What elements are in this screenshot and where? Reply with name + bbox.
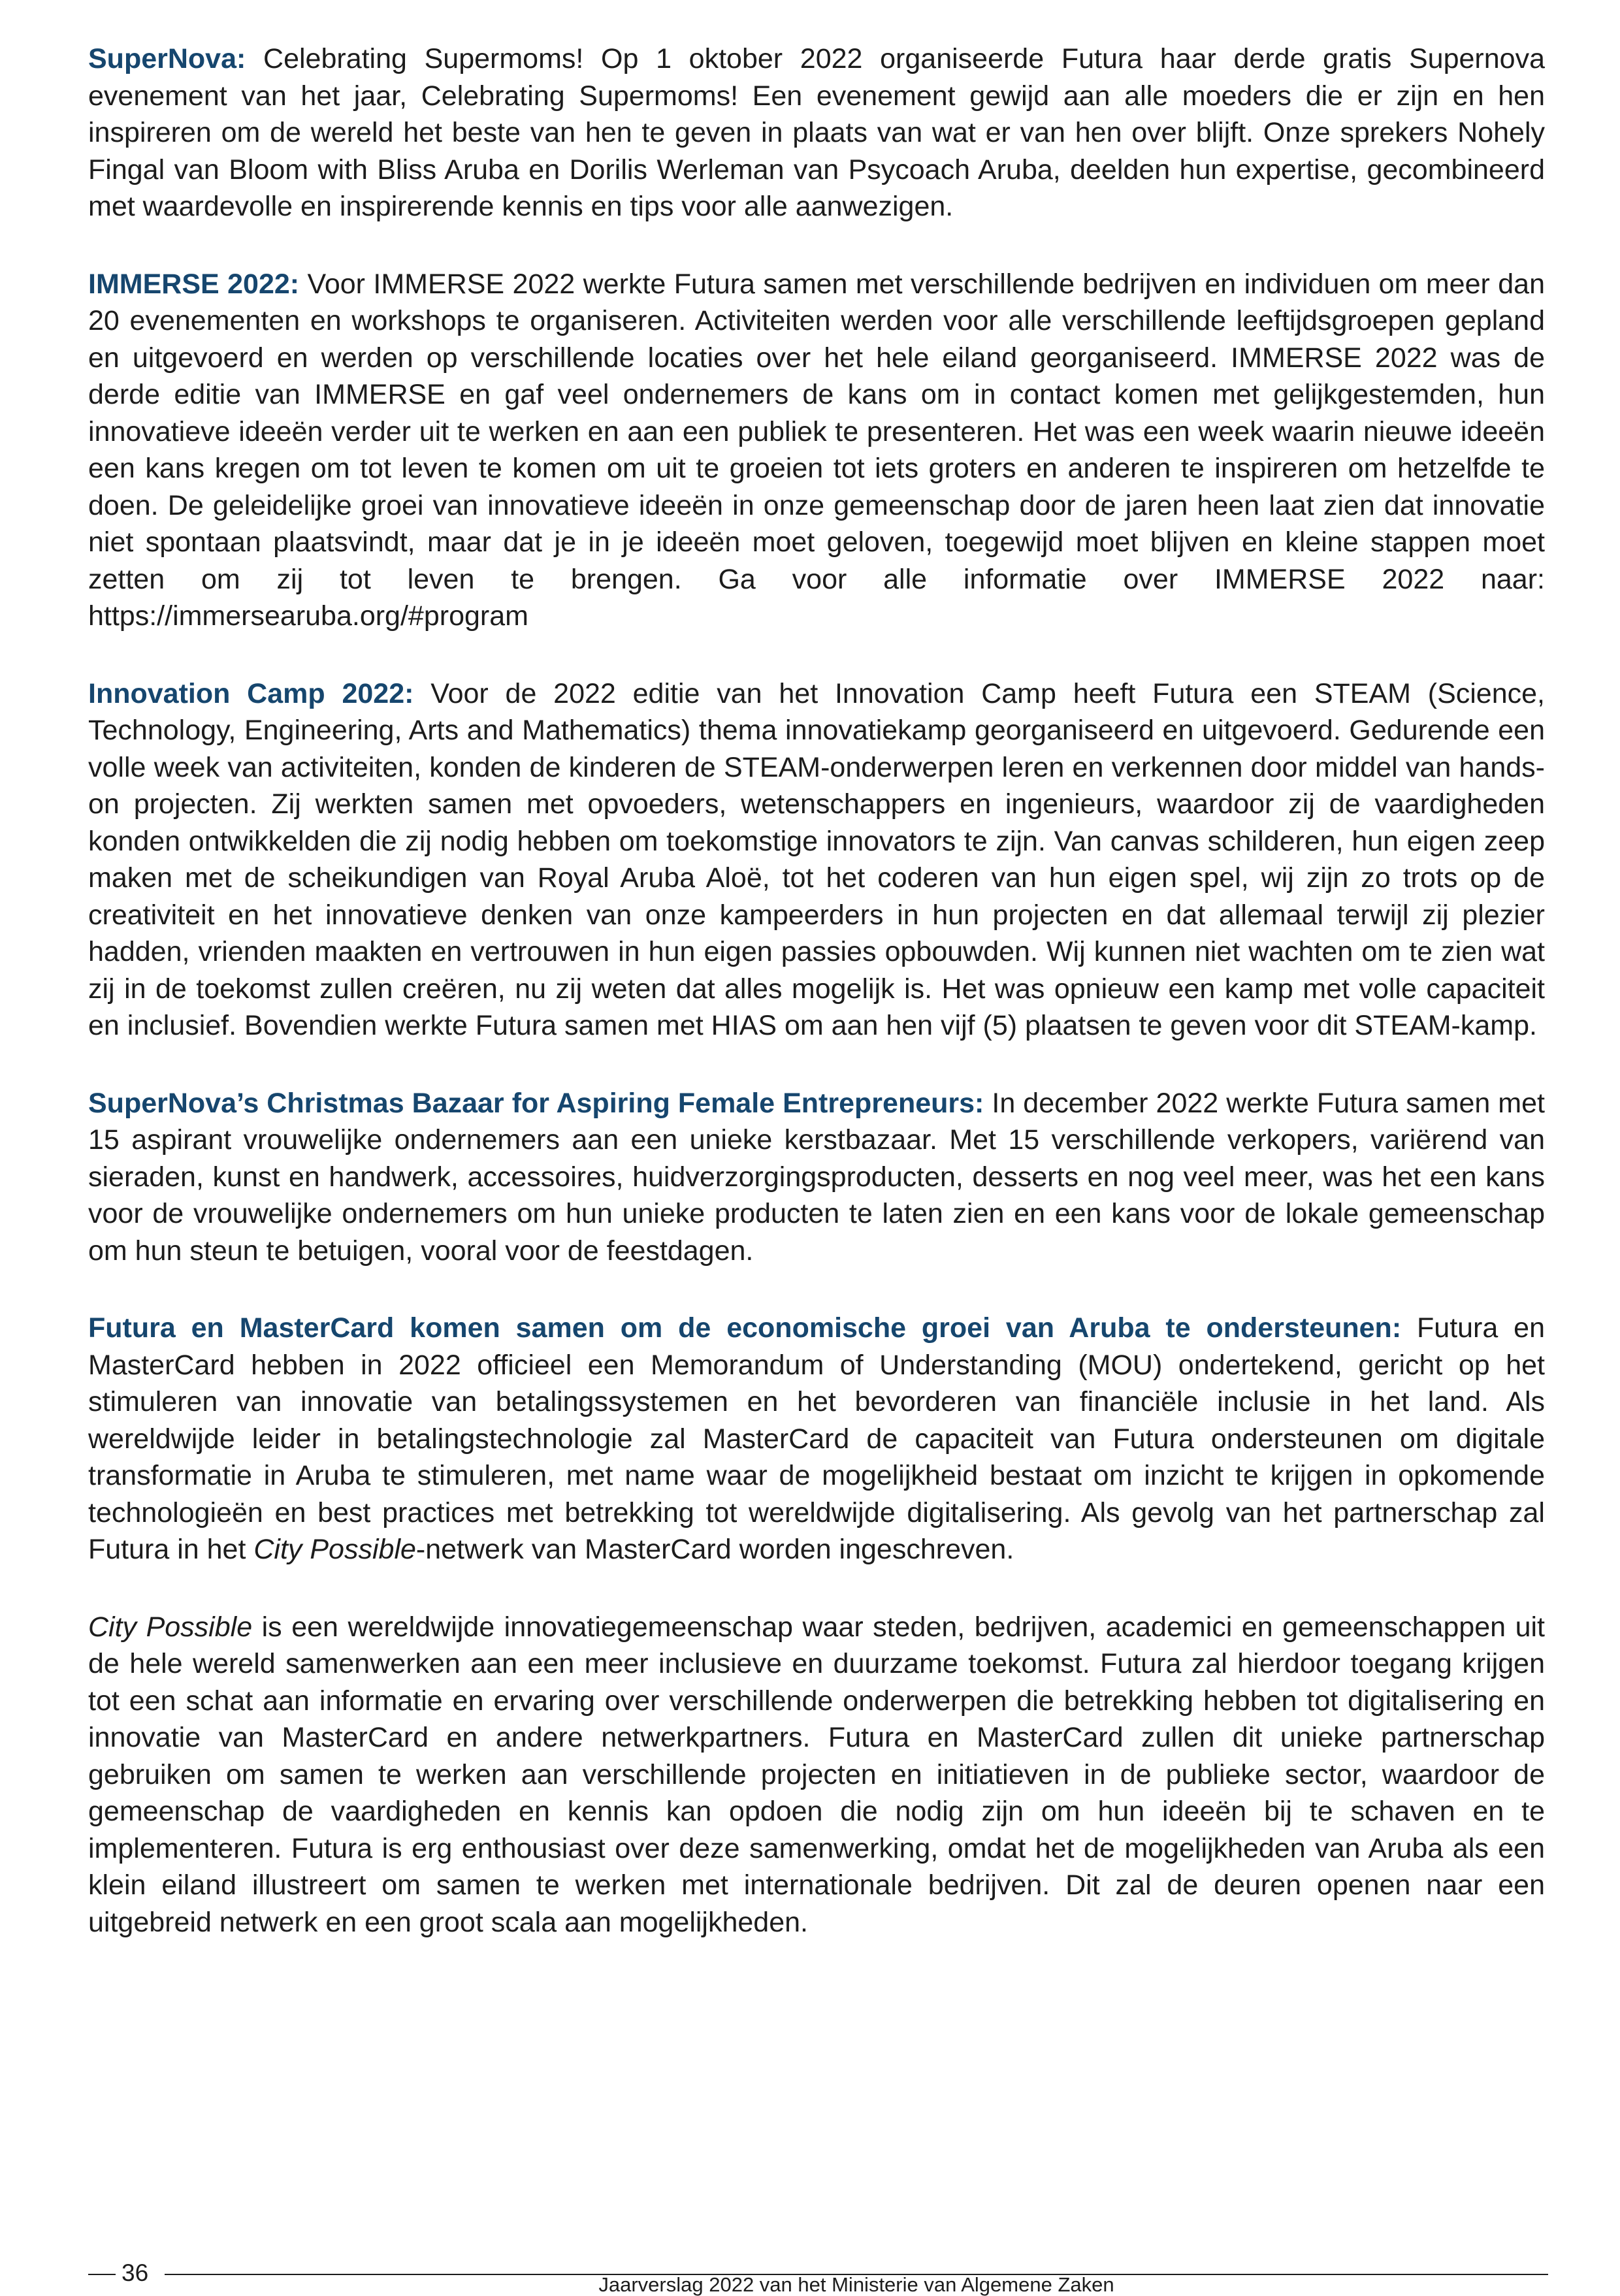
text-city-possible: is een wereldwijde innovatiegemeenschap waar steden, bedrijven, academici en gemeenschappen uit de hele wereld samenwerken aan een meer inclusieve en duurzame toekomst. Futura zal hierdoor toegang krijgen tot een schat aan informatie en ervaring over verschillende onderwerpen die betrekking hebben tot digitalisering en innovatie van MasterCard en andere netwerkpartners. Futura en MasterCard zullen dit unieke partnerschap gebruiken om samen te werken aan verschillende projecten en initiatieven in de publieke sector, waardoor de gemeenschap de vaardigheden en kennis kan opdoen die nodig zijn om hun ideeën bij te schaven en te implementeren. Futura is erg enthousiast over deze samenwerking, omdat het de mogelijkheden van Aruba als een klein eiland illustreert om samen te werken met internationale bedrijven. Dit zal de deuren openen naar een uitgebreid netwerk en een groot scala aan mogelijkheden.: [88, 1611, 1545, 1938]
heading-immerse: IMMERSE 2022:: [88, 268, 300, 300]
page-number: 36: [122, 2259, 149, 2286]
text-innovation-camp: Voor de 2022 editie van het Innovation Camp heeft Futura een STEAM (Science, Technology, Engineering, Arts and Mathematics) thema innovatiekamp georganiseerd en uitgevoerd. Gedurende een volle week van activiteiten, konden de kinderen de STEAM-onderwerpen leren en verkennen door middel van hands-on projecten. Zij werkten samen met opvoeders, wetenschappers en ingenieurs, waardoor zij de vaardigheden konden ontwikkelden die zij nodig hebben om toekomstige innovators te zijn. Van canvas schilderen, hun eigen zeep maken met de scheikundigen van Royal Aruba Aloë, tot het coderen van hun eigen spel, wij zijn zo trots op de creativiteit en het innovatieve denken van onze kampeerders in hun projecten en dat allemaal terwijl zij plezier hadden, vrienden maakten en vertrouwen in hun eigen passies opbouwden. Wij kunnen niet wachten om te zien wat zij in de toekomst zullen creëren, nu zij weten dat alles mogelijk is. Het was opnieuw een kamp met volle capaciteit en inclusief. Bovendien werkte Futura samen met HIAS om aan hen vijf (5) plaatsen te geven voor dit STEAM-kamp.: [88, 677, 1545, 1041]
paragraph-city-possible: [88, 1609, 1545, 1941]
paragraph-innovation-camp: [88, 675, 1545, 1044]
heading-mastercard: Futura en MasterCard komen samen om de economische groei van Aruba te ondersteunen:: [88, 1312, 1402, 1344]
text-mastercard-before: Futura en MasterCard hebben in 2022 officieel een Memorandum of Understanding (MOU) ondertekend, gericht op het stimuleren van innovatie van betalingssystemen en het bevorderen van financiële inclusie in het land. Als wereldwijde leider in betalingstechnologie zal MasterCard de capaciteit van Futura ondersteunen om digitale transformatie in Aruba te stimuleren, met name waar de mogelijkheid bestaat om inzicht te krijgen in opkomende technologieën en best practices met betrekking tot wereldwijde digitalisering. Als gevolg van het partnerschap zal Futura in het: [88, 1312, 1546, 1565]
text-mastercard-italic: City Possible: [253, 1534, 416, 1565]
paragraph-supernova: [88, 40, 1545, 225]
paragraph-christmas-bazaar: [88, 1085, 1545, 1270]
text-christmas-bazaar: In december 2022 werkte Futura samen met 15 aspirant vrouwelijke ondernemers aan een unieke kerstbazaar. Met 15 verschillende verkopers, variërend van sieraden, kunst en handwerk, accessoires, huidverzorgingsproducten, desserts en nog veel meer, was het een kans voor de vrouwelijke ondernemers om hun unieke producten te laten zien en een kans voor de lokale gemeenschap om hun steun te betuigen, vooral voor de feestdagen.: [88, 1087, 1545, 1267]
paragraph-immerse: [88, 266, 1545, 635]
document-body: [88, 40, 1545, 1981]
heading-christmas-bazaar: SuperNova’s Christmas Bazaar for Aspiring Female Entrepreneurs:: [88, 1087, 984, 1119]
text-city-possible-italic: City Possible: [88, 1611, 253, 1643]
heading-innovation-camp: Innovation Camp 2022:: [88, 677, 414, 709]
footer-title: Jaarverslag 2022 van het Ministerie van Algemene Zaken: [598, 2273, 1114, 2296]
footer-rule-left: [88, 2274, 116, 2275]
paragraph-mastercard: [88, 1310, 1545, 1568]
heading-supernova: SuperNova:: [88, 43, 246, 74]
text-mastercard-after: -netwerk van MasterCard worden ingeschreven.: [415, 1534, 1014, 1565]
text-immerse: Voor IMMERSE 2022 werkte Futura samen met verschillende bedrijven en individuen om meer dan 20 evenementen en workshops te organiseren. Activiteiten werden voor alle verschillende leeftijdsgroepen gepland en uitgevoerd en werden op verschillende locaties over het hele eiland georganiseerd. IMMERSE 2022 was de derde editie van IMMERSE en gaf veel ondernemers de kans om in contact komen met gelijkgestemden, hun innovatieve ideeën verder uit te werken en aan een publiek te presenteren. Het was een week waarin nieuwe ideeën een kans kregen om tot leven te komen om uit te groeien tot iets groters en anderen te inspireren om hetzelfde te doen. De geleidelijke groei van innovatieve ideeën in onze gemeenschap door de jaren heen laat zien dat innovatie niet spontaan plaatsvindt, maar dat je in je ideeën moet geloven, toegewijd moet blijven en kleine stappen moet zetten om zij tot leven te brengen. Ga voor alle informatie over IMMERSE 2022 naar: https://immersearuba.org/#program: [88, 268, 1545, 632]
text-supernova: Celebrating Supermoms! Op 1 oktober 2022 organiseerde Futura haar derde gratis Supernova evenement van het jaar, Celebrating Supermoms! Een evenement gewijd aan alle moeders die er zijn en hen inspireren om de wereld het beste van hen te geven in plaats van wat er van hen over blijft. Onze sprekers Nohely Fingal van Bloom with Bliss Aruba en Dorilis Werleman van Psycoach Aruba, deelden hun expertise, gecombineerd met waardevolle en inspirerende kennis en tips voor alle aanwezigen.: [88, 43, 1545, 222]
